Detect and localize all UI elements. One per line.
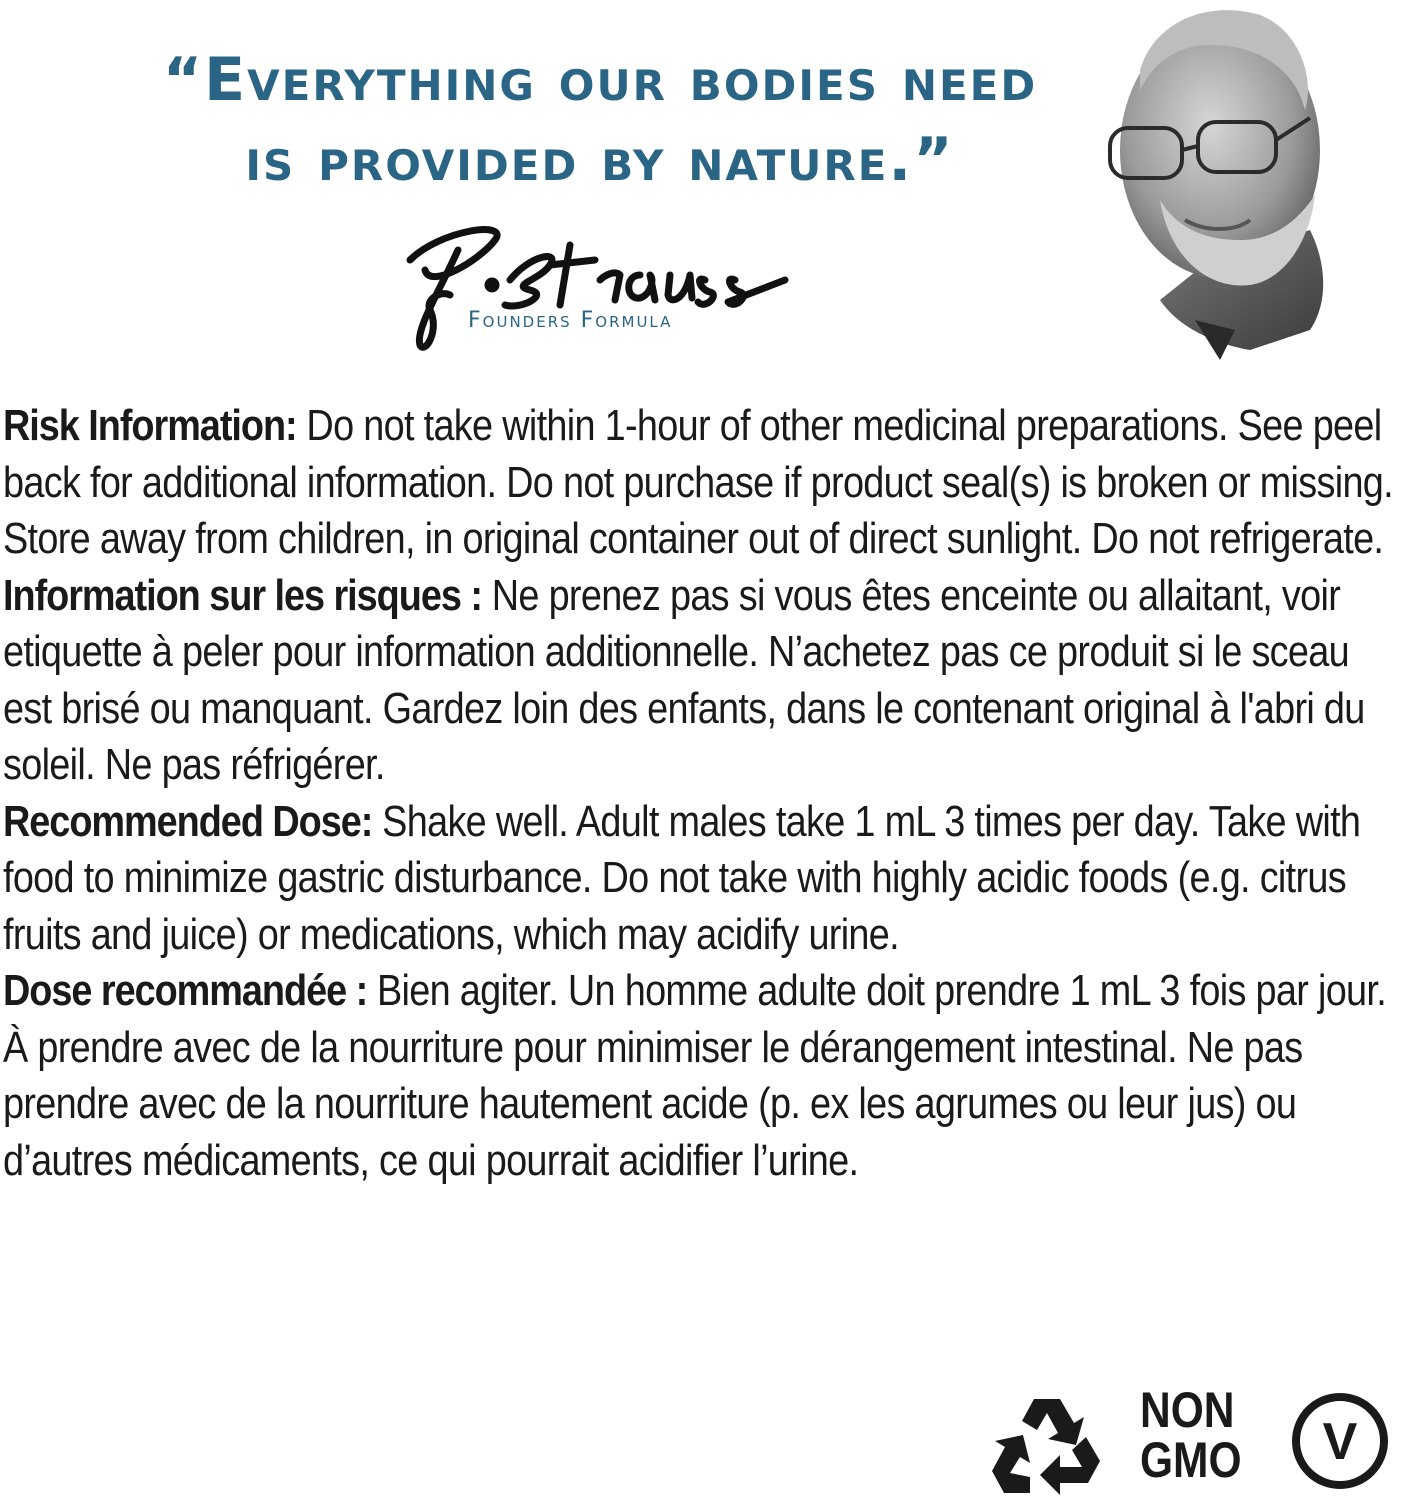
- dose-recommandee-paragraph: [3, 963, 1396, 1189]
- certification-badges: [990, 1382, 1400, 1500]
- non-gmo-line-2: GMO: [1140, 1432, 1242, 1488]
- non-gmo-line-1: NON: [1140, 1382, 1235, 1438]
- information-risques-label: Information sur les risques :: [3, 570, 482, 620]
- recommended-dose-paragraph: [3, 794, 1396, 964]
- information-risques-text: Ne prenez pas si vous êtes enceinte ou allaitant, voir etiquette à peler pour information additionnelle. N’achetez pas ce produit si le sceau est brisé ou manquant. Gardez loin des enfants, dans le contenant original à l'abri du soleil. Ne pas réfrigérer.: [3, 570, 1365, 789]
- quote-line-1: “Everything our bodies need: [162, 45, 1038, 115]
- dose-recommandee-text: Bien agiter. Un homme adulte doit prendre 1 mL 3 fois par jour. À prendre avec de la nourriture pour minimiser le dérangement intestinal. Ne pas prendre avec de la nourriture hautement acide (p. ex les agrumes ou leur jus) ou d’autres médicaments, ce qui pourrait acidifier l’urine.: [3, 966, 1387, 1185]
- vegan-letter: V: [1322, 1413, 1358, 1471]
- quote-line-2: is provided by nature.”: [245, 125, 955, 195]
- information-risques-paragraph: [3, 568, 1396, 794]
- founders-formula-tagline: Founders Formula: [468, 308, 673, 333]
- founder-portrait: [1100, 0, 1340, 380]
- risk-information-paragraph: [3, 398, 1396, 568]
- risk-information-text: Do not take within 1-hour of other medicinal preparations. See peel back for additional information. Do not purchase if product seal(s) is broken or missing. Store away from children, in original container out of direct sunlight. Do not refrigerate.: [3, 401, 1394, 563]
- recommended-dose-label: Recommended Dose:: [3, 796, 373, 846]
- risk-information-label: Risk Information:: [3, 401, 297, 450]
- quote-heading: [90, 40, 1110, 200]
- recommended-dose-text: Shake well. Adult males take 1 mL 3 times per day. Take with food to minimize gastric disturbance. Do not take with highly acidic foods (e.g. citrus fruits and juice) or medications, which may acidify urine.: [3, 796, 1361, 959]
- recycle-icon: [990, 1393, 1105, 1498]
- non-gmo-badge: [1140, 1382, 1242, 1488]
- founder-portrait-icon: [1100, 0, 1340, 380]
- dose-recommandee-label: Dose recommandée :: [3, 966, 368, 1015]
- signature-image: [400, 220, 800, 360]
- signature-icon: [400, 220, 800, 360]
- vegan-badge: [1290, 1391, 1390, 1491]
- label-text-block: [3, 398, 1394, 1189]
